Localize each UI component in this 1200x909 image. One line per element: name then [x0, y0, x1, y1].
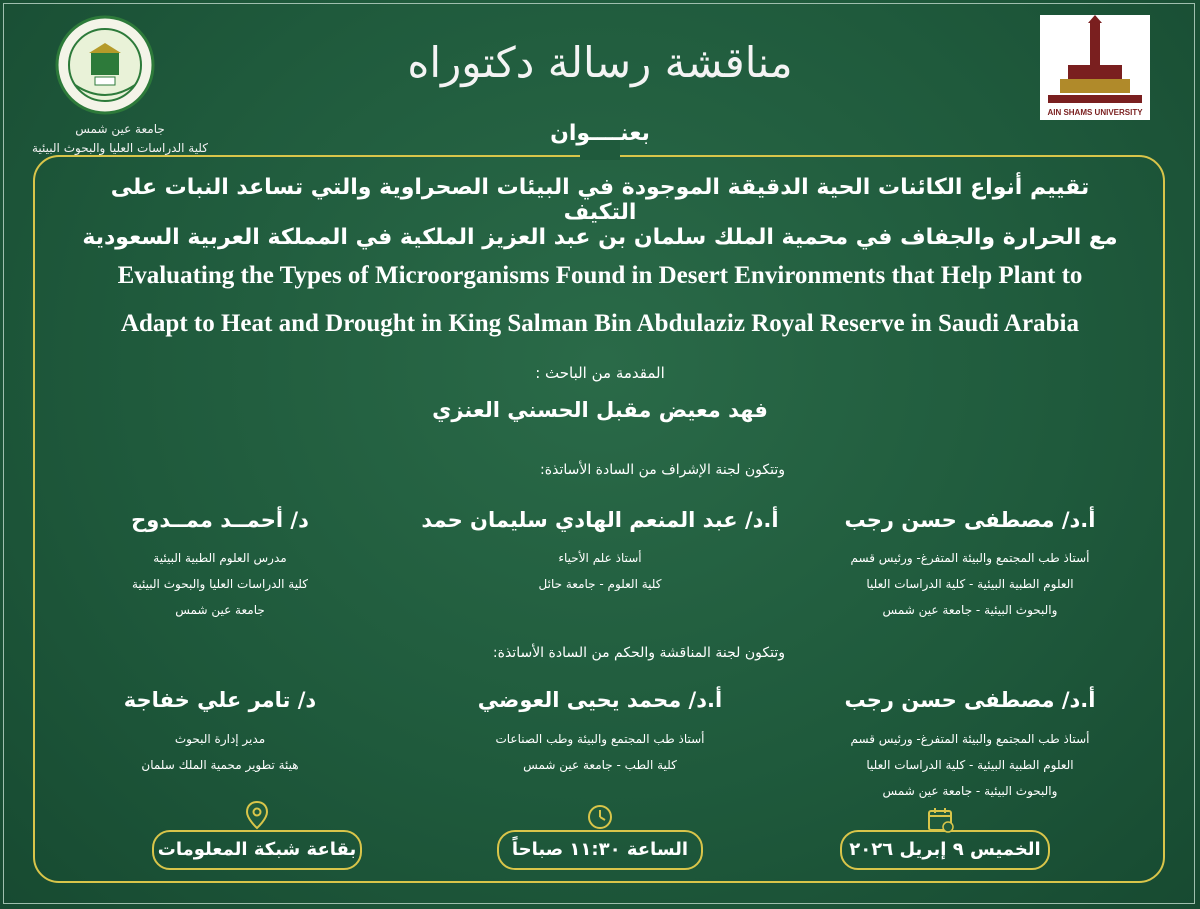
thesis-subtitle: بعنــــوان [550, 121, 650, 146]
supervisor-desc [450, 545, 750, 597]
presenter-label: المقدمة من الباحث : [535, 364, 665, 382]
examiner-desc [830, 726, 1110, 804]
faculty-name-left: كلية الدراسات العليا والبحوث البيئية [31, 141, 208, 155]
university-name-left: جامعة عين شمس [75, 122, 165, 136]
university-logo [1040, 15, 1150, 120]
examiner-name: أ.د/ محمد يحيى العوضي [477, 688, 723, 712]
thesis-title-en-line1: Evaluating the Types of Microorganisms Found in Desert Environments that Help Plant to [117, 262, 1083, 289]
desc-line: أستاذ طب المجتمع والبيئة المتفرغ- ورئيس قسم [850, 732, 1090, 746]
desc-line: أستاذ علم الأحياء [558, 551, 642, 565]
examination-heading: وتتكون لجنة المناقشة والحكم من السادة الأساتذة: [492, 645, 785, 661]
desc-line: كلية الدراسات العليا والبحوث البيئية [131, 577, 308, 591]
examiner-desc [450, 726, 750, 778]
faculty-logo [55, 15, 155, 115]
date-pill: الخميس ٩ إبريل ٢٠٢٦ [840, 830, 1050, 870]
supervisor-name: د/ أحمــد ممــدوح [131, 508, 309, 532]
supervisor-name: أ.د/ عبد المنعم الهادي سليمان حمد [421, 508, 779, 532]
location-pill: بقاعة شبكة المعلومات [152, 830, 362, 870]
supervisor-name: أ.د/ مصطفى حسن رجب [844, 508, 1096, 532]
thesis-title-en-line2: Adapt to Heat and Drought in King Salman Bin Abdulaziz Royal Reserve in Saudi Arabia [120, 310, 1080, 337]
desc-line: جامعة عين شمس [175, 603, 265, 617]
desc-line: مدير إدارة البحوث [174, 732, 266, 746]
desc-line: مدرس العلوم الطبية البيئية [153, 551, 287, 565]
thesis-title-ar-line1: تقييم أنواع الكائنات الحية الدقيقة الموجودة في البيئات الصحراوية والتي تساعد النبات على التكيف [110, 175, 1090, 225]
desc-line: هيئة تطوير محمية الملك سلمان [141, 758, 299, 772]
clock-icon [586, 803, 614, 835]
desc-line: كلية العلوم - جامعة حائل [538, 577, 662, 591]
time-pill: الساعة ١١:٣٠ صباحاً [497, 830, 703, 870]
desc-line: كلية الطب - جامعة عين شمس [523, 758, 677, 772]
desc-line: أستاذ طب المجتمع والبيئة وطب الصناعات [495, 732, 705, 746]
faculty-name [10, 120, 230, 158]
calendar-icon [926, 805, 956, 839]
supervision-heading: وتتكون لجنة الإشراف من السادة الأساتذة: [540, 462, 785, 478]
supervisor-desc [80, 545, 360, 623]
university-logo-text: AIN SHAMS UNIVERSITY [1047, 108, 1143, 117]
desc-line: والبحوث البيئية - جامعة عين شمس [882, 784, 1058, 798]
location-pin-icon [244, 800, 270, 834]
desc-line: العلوم الطبية البيئية - كلية الدراسات العليا [866, 577, 1074, 591]
thesis-title-ar-line2: مع الحرارة والجفاف في محمية الملك سلمان بن عبد العزيز الملكية في المملكة العربية السعودية [82, 225, 1118, 250]
supervisor-desc [830, 545, 1110, 623]
desc-line: والبحوث البيئية - جامعة عين شمس [882, 603, 1058, 617]
examiner-desc [80, 726, 360, 778]
desc-line: العلوم الطبية البيئية - كلية الدراسات العليا [866, 758, 1074, 772]
desc-line: أستاذ طب المجتمع والبيئة المتفرغ- ورئيس قسم [850, 551, 1090, 565]
researcher-name: فهد معيض مقبل الحسني العنزي [432, 398, 768, 422]
examiner-name: أ.د/ مصطفى حسن رجب [844, 688, 1096, 712]
page-title: مناقشة رسالة دكتوراه [407, 38, 793, 87]
examiner-name: د/ تامر علي خفاجة [123, 688, 317, 712]
